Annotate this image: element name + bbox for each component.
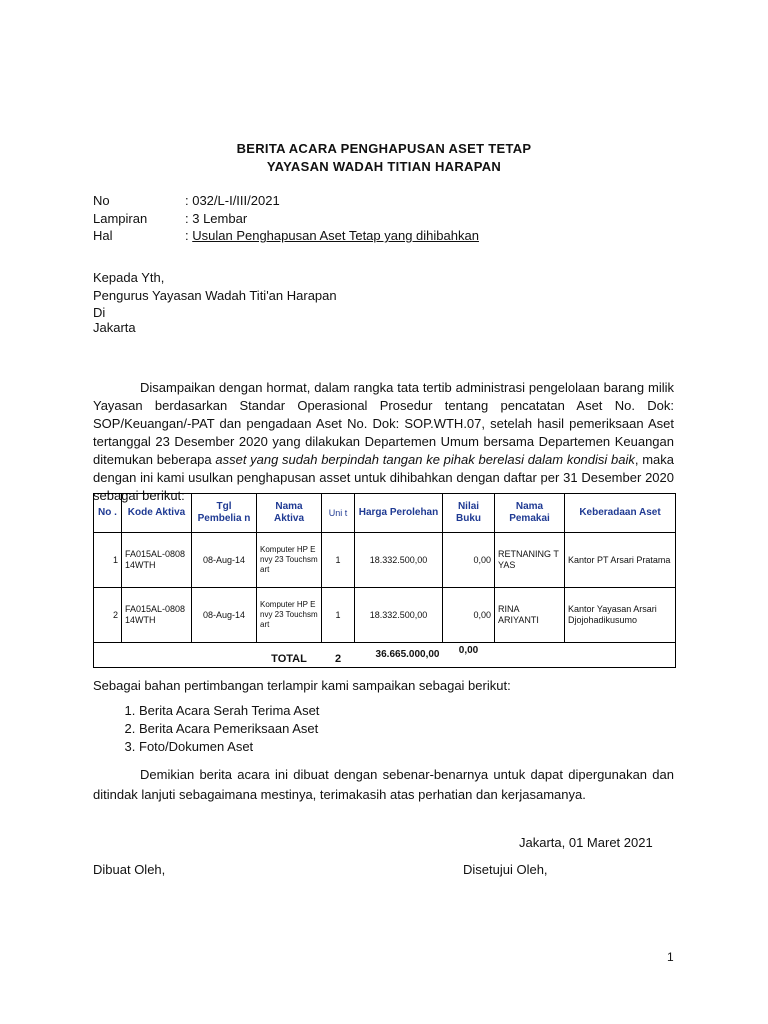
header-no: No . bbox=[94, 494, 122, 533]
meta-lampiran-label: Lampiran bbox=[93, 211, 148, 226]
total-harga: 36.665.000,00 bbox=[355, 643, 443, 668]
cell-harga: 18.332.500,00 bbox=[355, 533, 443, 588]
page-number: 1 bbox=[667, 950, 674, 964]
paragraph-text-before: Disampaikan dengan hormat, dalam rangka tata tertib administrasi pengelolaan barang milik Yayasan berdasarkan Standar Operasional Prosedur tentang pencatatan Aset No. Dok: SOP/Keuangan/-PAT dan pengadaan Aset No. Dok: SOP.WTH.07, setelah hasil pemeriksaan Aset tertanggal 23 Desember 2020 yang dilakukan Departemen Umum bersama Departemen Keuangan ditemukan beberapa bbox=[93, 380, 674, 467]
header-nilai: Nilai Buku bbox=[443, 494, 495, 533]
meta-no-value: : 032/L-I/III/2021 bbox=[185, 193, 280, 208]
approved-by-label: Disetujui Oleh, bbox=[463, 862, 548, 877]
address-greeting: Kepada Yth, bbox=[93, 270, 165, 285]
meta-hal-value: Usulan Penghapusan Aset Tetap yang dihibahkan bbox=[192, 228, 479, 243]
header-keberadaan: Keberadaan Aset bbox=[565, 494, 676, 533]
consideration-text: Sebagai bahan pertimbangan terlampir kami sampaikan sebagai berikut: bbox=[93, 678, 511, 693]
cell-keberadaan: Kantor Yayasan Arsari Djojohadikusumo bbox=[565, 588, 676, 643]
cell-kode: FA015AL-080814WTH bbox=[122, 588, 192, 643]
closing-paragraph: Demikian berita acara ini dibuat dengan sebenar-benarnya untuk dapat dipergunakan dan ditindak lanjuti sebagaimana mestinya, terimakasih atas perhatian dan kerjasamanya. bbox=[93, 767, 674, 802]
cell-unit: 1 bbox=[322, 588, 355, 643]
document-subtitle: YAYASAN WADAH TITIAN HARAPAN bbox=[266, 159, 502, 174]
cell-nama: Komputer HP Envy 23 Touchsmart bbox=[257, 533, 322, 588]
total-unit: 2 bbox=[322, 643, 355, 668]
address-recipient: Pengurus Yayasan Wadah Titi'an Harapan bbox=[93, 288, 337, 303]
table-row bbox=[94, 588, 676, 643]
attachment-list bbox=[93, 702, 319, 756]
cell-nilai: 0,00 bbox=[443, 533, 495, 588]
header-unit: Uni t bbox=[322, 494, 355, 533]
cell-no: 2 bbox=[94, 588, 122, 643]
cell-nilai: 0,00 bbox=[443, 588, 495, 643]
document-title: BERITA ACARA PENGHAPUSAN ASET TETAP bbox=[236, 141, 532, 156]
list-item: 1. Berita Acara Serah Terima Aset bbox=[139, 702, 319, 720]
paragraph-text-after: , maka dengan ini kami usulkan penghapusan asset untuk dihibahkan dengan daftar per 31 Desember 2020 sebagai berikut: bbox=[93, 452, 674, 503]
list-item: 3. Foto/Dokumen Aset bbox=[139, 738, 319, 756]
cell-tgl: 08-Aug-14 bbox=[192, 588, 257, 643]
header-pemakai: Nama Pemakai bbox=[495, 494, 565, 533]
meta-hal-colon: : bbox=[185, 228, 193, 243]
cell-keberadaan: Kantor PT Arsari Pratama bbox=[565, 533, 676, 588]
meta-lampiran-value: : 3 Lembar bbox=[185, 211, 248, 226]
total-nilai: 0,00 bbox=[443, 643, 495, 668]
cell-no: 1 bbox=[94, 533, 122, 588]
cell-harga: 18.332.500,00 bbox=[355, 588, 443, 643]
meta-hal-label: Hal bbox=[93, 228, 113, 243]
cell-pemakai: RINA ARIYANTI bbox=[495, 588, 565, 643]
header-tgl: Tgl Pembelia n bbox=[192, 494, 257, 533]
list-item: 2. Berita Acara Pemeriksaan Aset bbox=[139, 720, 319, 738]
place-date: Jakarta, 01 Maret 2021 bbox=[519, 835, 653, 850]
cell-pemakai: RETNANING TYAS bbox=[495, 533, 565, 588]
total-label: TOTAL bbox=[257, 643, 322, 668]
paragraph-italic-text: asset yang sudah berpindah tangan ke pihak berelasi dalam kondisi baik bbox=[215, 452, 635, 467]
table-header-row bbox=[94, 494, 676, 533]
cell-kode: FA015AL-080814WTH bbox=[122, 533, 192, 588]
header-harga: Harga Perolehan bbox=[355, 494, 443, 533]
address-city: Jakarta bbox=[93, 320, 136, 335]
made-by-label: Dibuat Oleh, bbox=[93, 862, 166, 877]
header-kode: Kode Aktiva bbox=[122, 494, 192, 533]
address-di: Di bbox=[93, 305, 106, 320]
table-row bbox=[94, 533, 676, 588]
meta-no-label: No bbox=[93, 193, 110, 208]
table-total-row bbox=[94, 643, 676, 668]
header-nama: Nama Aktiva bbox=[257, 494, 322, 533]
asset-table bbox=[93, 493, 676, 668]
cell-unit: 1 bbox=[322, 533, 355, 588]
meta-hal-value-wrap bbox=[185, 228, 479, 243]
cell-nama: Komputer HP Envy 23 Touchsmart bbox=[257, 588, 322, 643]
cell-tgl: 08-Aug-14 bbox=[192, 533, 257, 588]
opening-paragraph bbox=[93, 379, 674, 505]
